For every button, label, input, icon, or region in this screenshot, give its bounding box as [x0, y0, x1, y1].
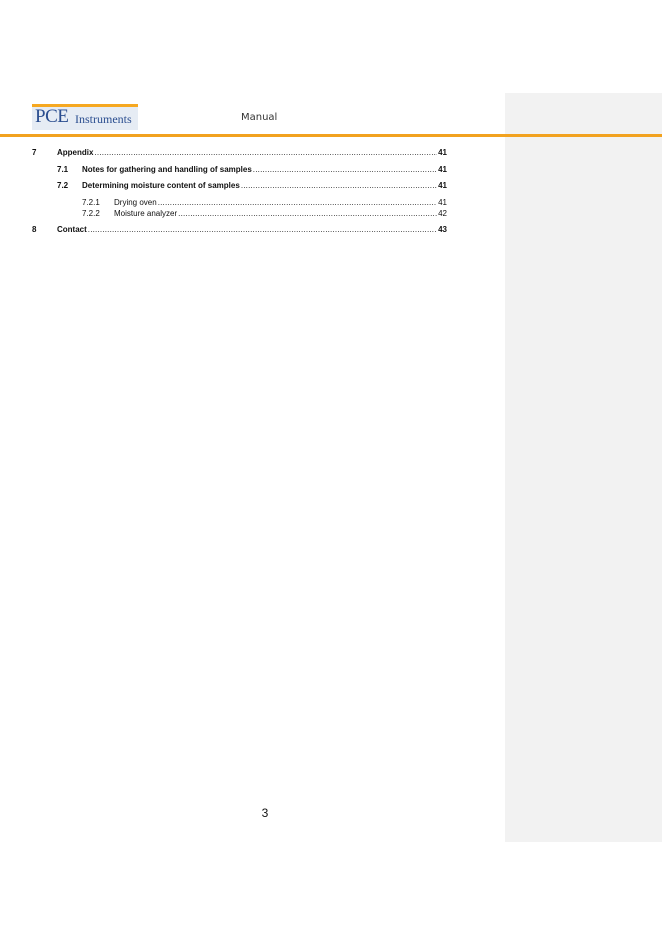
toc-entry[interactable] — [82, 209, 447, 219]
toc-entry-number: 8 — [32, 225, 37, 234]
toc-entry-page: 41 — [438, 181, 447, 190]
toc-entry[interactable] — [32, 148, 447, 158]
toc-entry[interactable] — [32, 225, 447, 235]
toc-entry-number: 7.1 — [57, 165, 69, 174]
toc-entry-page: 41 — [438, 148, 447, 157]
toc-leader-dots — [253, 165, 437, 175]
toc-entry-number: 7 — [32, 148, 37, 157]
toc-leader-dots — [178, 209, 437, 219]
toc-leader-dots — [94, 148, 437, 158]
toc-entry-label: Contact — [57, 225, 87, 234]
logo-brand-text: PCE — [35, 106, 69, 127]
pce-instruments-logo — [32, 104, 138, 130]
page-number: 3 — [261, 806, 269, 820]
toc-entry-label: Notes for gathering and handling of samples — [82, 165, 252, 174]
toc-entry-number: 7.2.2 — [82, 209, 100, 218]
logo-instruments-text: Instruments — [75, 112, 132, 126]
toc-entry-page: 43 — [438, 225, 447, 234]
toc-entry[interactable] — [57, 181, 447, 191]
toc-leader-dots — [158, 198, 437, 208]
toc-entry-label: Appendix — [57, 148, 94, 157]
toc-entry-label: Drying oven — [114, 198, 157, 207]
toc-entry-label: Determining moisture content of samples — [82, 181, 240, 190]
toc-leader-dots — [241, 181, 437, 191]
toc-entry[interactable] — [57, 165, 447, 175]
toc-entry[interactable] — [82, 198, 447, 208]
toc-entry-page: 41 — [438, 165, 447, 174]
toc-entry-label: Moisture analyzer — [114, 209, 178, 218]
toc-entry-page: 41 — [438, 198, 447, 207]
toc-entry-number: 7.2.1 — [82, 198, 100, 207]
header-divider — [0, 134, 662, 137]
side-panel — [505, 93, 662, 842]
toc-entry-page: 42 — [438, 209, 447, 218]
header-title: Manual — [241, 112, 278, 123]
toc-entry-number: 7.2 — [57, 181, 69, 190]
toc-leader-dots — [88, 225, 437, 235]
